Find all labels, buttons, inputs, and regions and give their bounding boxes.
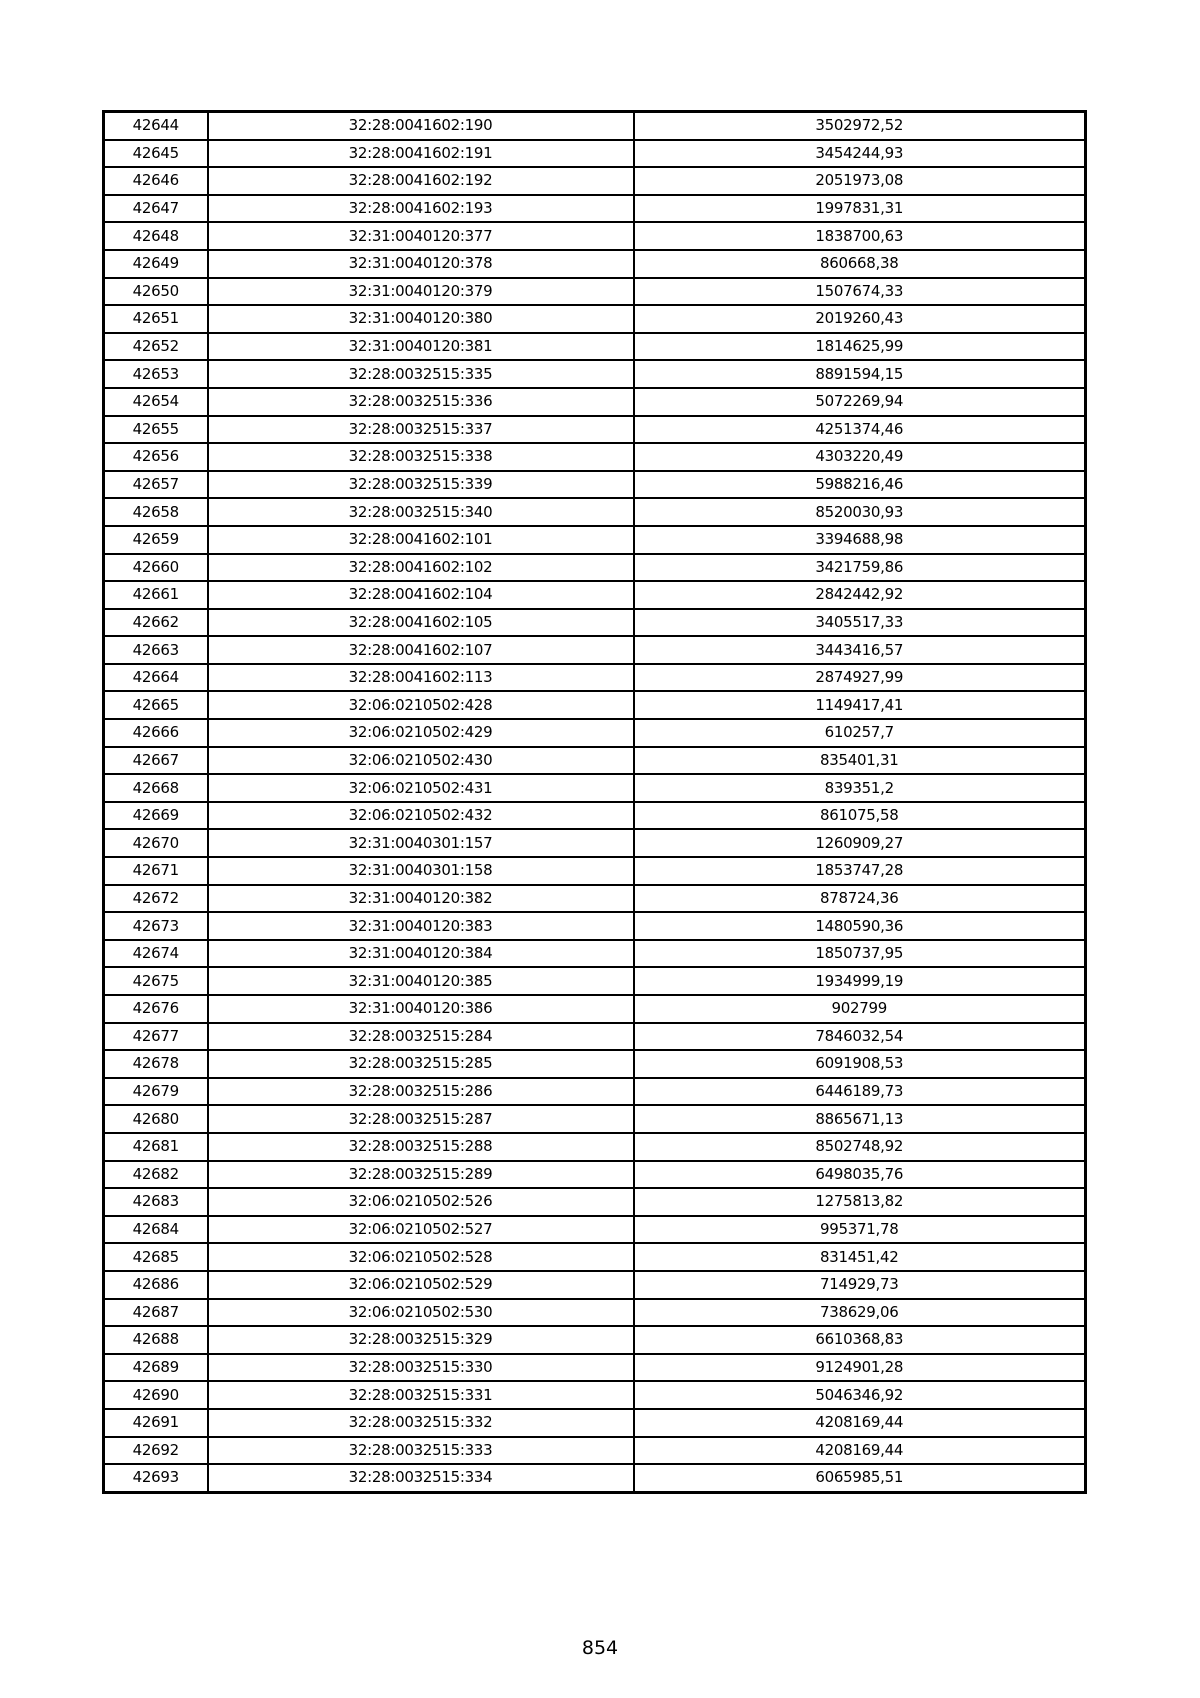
cadastral-number-cell: 32:28:0032515:287 xyxy=(208,1105,634,1133)
table-row xyxy=(104,471,1086,499)
row-number-cell: 42651 xyxy=(104,305,208,333)
row-number-cell: 42650 xyxy=(104,278,208,306)
row-number-cell: 42645 xyxy=(104,140,208,168)
table-row xyxy=(104,1216,1086,1244)
value-cell: 1850737,95 xyxy=(634,940,1086,968)
value-cell: 1853747,28 xyxy=(634,857,1086,885)
row-number-cell: 42664 xyxy=(104,664,208,692)
value-cell: 610257,7 xyxy=(634,719,1086,747)
row-number-cell: 42661 xyxy=(104,581,208,609)
table-row xyxy=(104,802,1086,830)
table-row xyxy=(104,443,1086,471)
value-cell: 6065985,51 xyxy=(634,1464,1086,1492)
table-row xyxy=(104,222,1086,250)
table-row xyxy=(104,664,1086,692)
cadastral-number-cell: 32:28:0041602:102 xyxy=(208,554,634,582)
value-cell: 861075,58 xyxy=(634,802,1086,830)
table-row xyxy=(104,885,1086,913)
value-cell: 835401,31 xyxy=(634,747,1086,775)
cadastral-number-cell: 32:06:0210502:527 xyxy=(208,1216,634,1244)
value-cell: 5046346,92 xyxy=(634,1381,1086,1409)
table-row xyxy=(104,1133,1086,1161)
value-cell: 1480590,36 xyxy=(634,912,1086,940)
row-number-cell: 42667 xyxy=(104,747,208,775)
row-number-cell: 42671 xyxy=(104,857,208,885)
table-row xyxy=(104,1437,1086,1465)
value-cell: 1814625,99 xyxy=(634,333,1086,361)
value-cell: 2874927,99 xyxy=(634,664,1086,692)
row-number-cell: 42689 xyxy=(104,1354,208,1382)
value-cell: 6446189,73 xyxy=(634,1078,1086,1106)
cadastral-number-cell: 32:06:0210502:431 xyxy=(208,774,634,802)
cadastral-number-cell: 32:28:0032515:288 xyxy=(208,1133,634,1161)
row-number-cell: 42662 xyxy=(104,609,208,637)
row-number-cell: 42672 xyxy=(104,885,208,913)
row-number-cell: 42655 xyxy=(104,416,208,444)
row-number-cell: 42683 xyxy=(104,1188,208,1216)
row-number-cell: 42649 xyxy=(104,250,208,278)
table-row xyxy=(104,498,1086,526)
table-row xyxy=(104,1326,1086,1354)
table-row xyxy=(104,416,1086,444)
cadastral-number-cell: 32:06:0210502:429 xyxy=(208,719,634,747)
table-row xyxy=(104,1105,1086,1133)
cadastral-number-cell: 32:06:0210502:526 xyxy=(208,1188,634,1216)
table-row xyxy=(104,526,1086,554)
row-number-cell: 42644 xyxy=(104,112,208,140)
table-row xyxy=(104,333,1086,361)
row-number-cell: 42657 xyxy=(104,471,208,499)
value-cell: 1997831,31 xyxy=(634,195,1086,223)
table-body xyxy=(104,112,1086,1493)
table-row xyxy=(104,195,1086,223)
cadastral-number-cell: 32:31:0040120:384 xyxy=(208,940,634,968)
row-number-cell: 42684 xyxy=(104,1216,208,1244)
value-cell: 1507674,33 xyxy=(634,278,1086,306)
row-number-cell: 42688 xyxy=(104,1326,208,1354)
row-number-cell: 42691 xyxy=(104,1409,208,1437)
value-cell: 3454244,93 xyxy=(634,140,1086,168)
value-cell: 1149417,41 xyxy=(634,691,1086,719)
table-row xyxy=(104,995,1086,1023)
row-number-cell: 42674 xyxy=(104,940,208,968)
row-number-cell: 42659 xyxy=(104,526,208,554)
cadastral-number-cell: 32:28:0041602:101 xyxy=(208,526,634,554)
cadastral-number-cell: 32:31:0040120:380 xyxy=(208,305,634,333)
cadastral-number-cell: 32:28:0032515:334 xyxy=(208,1464,634,1492)
row-number-cell: 42656 xyxy=(104,443,208,471)
row-number-cell: 42663 xyxy=(104,636,208,664)
value-cell: 7846032,54 xyxy=(634,1023,1086,1051)
cadastral-number-cell: 32:28:0041602:107 xyxy=(208,636,634,664)
table-row xyxy=(104,1050,1086,1078)
value-cell: 3405517,33 xyxy=(634,609,1086,637)
table-row xyxy=(104,112,1086,140)
cadastral-number-cell: 32:31:0040120:382 xyxy=(208,885,634,913)
row-number-cell: 42679 xyxy=(104,1078,208,1106)
cadastral-number-cell: 32:31:0040120:381 xyxy=(208,333,634,361)
value-cell: 1934999,19 xyxy=(634,967,1086,995)
value-cell: 995371,78 xyxy=(634,1216,1086,1244)
cadastral-number-cell: 32:28:0032515:331 xyxy=(208,1381,634,1409)
table-row xyxy=(104,857,1086,885)
value-cell: 4251374,46 xyxy=(634,416,1086,444)
cadastral-number-cell: 32:06:0210502:529 xyxy=(208,1271,634,1299)
value-cell: 2019260,43 xyxy=(634,305,1086,333)
table-row xyxy=(104,360,1086,388)
value-cell: 5988216,46 xyxy=(634,471,1086,499)
value-cell: 839351,2 xyxy=(634,774,1086,802)
cadastral-number-cell: 32:28:0032515:337 xyxy=(208,416,634,444)
cadastral-number-cell: 32:28:0041602:104 xyxy=(208,581,634,609)
row-number-cell: 42682 xyxy=(104,1161,208,1189)
row-number-cell: 42646 xyxy=(104,167,208,195)
table-row xyxy=(104,1188,1086,1216)
row-number-cell: 42687 xyxy=(104,1299,208,1327)
cadastral-number-cell: 32:06:0210502:428 xyxy=(208,691,634,719)
row-number-cell: 42678 xyxy=(104,1050,208,1078)
value-cell: 6610368,83 xyxy=(634,1326,1086,1354)
row-number-cell: 42673 xyxy=(104,912,208,940)
cadastral-number-cell: 32:31:0040120:385 xyxy=(208,967,634,995)
row-number-cell: 42686 xyxy=(104,1271,208,1299)
cadastral-number-cell: 32:28:0032515:284 xyxy=(208,1023,634,1051)
value-cell: 714929,73 xyxy=(634,1271,1086,1299)
table-row xyxy=(104,1078,1086,1106)
row-number-cell: 42652 xyxy=(104,333,208,361)
row-number-cell: 42680 xyxy=(104,1105,208,1133)
cadastral-number-cell: 32:31:0040301:157 xyxy=(208,829,634,857)
cadastral-number-cell: 32:28:0032515:335 xyxy=(208,360,634,388)
table-row xyxy=(104,940,1086,968)
row-number-cell: 42690 xyxy=(104,1381,208,1409)
table-row xyxy=(104,829,1086,857)
row-number-cell: 42666 xyxy=(104,719,208,747)
table-row xyxy=(104,609,1086,637)
cadastral-number-cell: 32:28:0041602:191 xyxy=(208,140,634,168)
value-cell: 2842442,92 xyxy=(634,581,1086,609)
table-row xyxy=(104,305,1086,333)
cadastral-number-cell: 32:28:0032515:285 xyxy=(208,1050,634,1078)
row-number-cell: 42681 xyxy=(104,1133,208,1161)
value-cell: 1838700,63 xyxy=(634,222,1086,250)
cadastral-number-cell: 32:28:0041602:105 xyxy=(208,609,634,637)
page-number: 854 xyxy=(581,1637,619,1659)
table-row xyxy=(104,1271,1086,1299)
cadastral-number-cell: 32:28:0032515:340 xyxy=(208,498,634,526)
cadastral-number-cell: 32:28:0032515:338 xyxy=(208,443,634,471)
row-number-cell: 42653 xyxy=(104,360,208,388)
row-number-cell: 42665 xyxy=(104,691,208,719)
table-row xyxy=(104,1023,1086,1051)
value-cell: 6498035,76 xyxy=(634,1161,1086,1189)
cadastral-number-cell: 32:31:0040301:158 xyxy=(208,857,634,885)
table-row xyxy=(104,967,1086,995)
value-cell: 4208169,44 xyxy=(634,1437,1086,1465)
cadastral-number-cell: 32:28:0041602:113 xyxy=(208,664,634,692)
table-row xyxy=(104,167,1086,195)
table-row xyxy=(104,636,1086,664)
value-cell: 902799 xyxy=(634,995,1086,1023)
table-row xyxy=(104,554,1086,582)
cadastral-number-cell: 32:06:0210502:528 xyxy=(208,1243,634,1271)
table-row xyxy=(104,1299,1086,1327)
cadastral-number-cell: 32:28:0032515:330 xyxy=(208,1354,634,1382)
value-cell: 4208169,44 xyxy=(634,1409,1086,1437)
row-number-cell: 42685 xyxy=(104,1243,208,1271)
table-row xyxy=(104,1243,1086,1271)
value-cell: 878724,36 xyxy=(634,885,1086,913)
table-row xyxy=(104,1464,1086,1492)
table-row xyxy=(104,1409,1086,1437)
table-row xyxy=(104,388,1086,416)
cadastral-number-cell: 32:28:0032515:332 xyxy=(208,1409,634,1437)
value-cell: 2051973,08 xyxy=(634,167,1086,195)
table-row xyxy=(104,912,1086,940)
cadastral-number-cell: 32:28:0041602:190 xyxy=(208,112,634,140)
row-number-cell: 42677 xyxy=(104,1023,208,1051)
cadastral-number-cell: 32:31:0040120:379 xyxy=(208,278,634,306)
cadastral-number-cell: 32:28:0032515:333 xyxy=(208,1437,634,1465)
cadastral-number-cell: 32:31:0040120:386 xyxy=(208,995,634,1023)
cadastral-number-cell: 32:28:0032515:336 xyxy=(208,388,634,416)
value-cell: 3502972,52 xyxy=(634,112,1086,140)
row-number-cell: 42675 xyxy=(104,967,208,995)
value-cell: 4303220,49 xyxy=(634,443,1086,471)
table-row xyxy=(104,719,1086,747)
cadastral-number-cell: 32:28:0041602:192 xyxy=(208,167,634,195)
value-cell: 831451,42 xyxy=(634,1243,1086,1271)
value-cell: 8520030,93 xyxy=(634,498,1086,526)
cadastral-number-cell: 32:06:0210502:430 xyxy=(208,747,634,775)
row-number-cell: 42676 xyxy=(104,995,208,1023)
table-row xyxy=(104,140,1086,168)
cadastral-number-cell: 32:06:0210502:530 xyxy=(208,1299,634,1327)
row-number-cell: 42692 xyxy=(104,1437,208,1465)
value-cell: 9124901,28 xyxy=(634,1354,1086,1382)
cadastral-number-cell: 32:28:0032515:286 xyxy=(208,1078,634,1106)
table-row xyxy=(104,1354,1086,1382)
value-cell: 3394688,98 xyxy=(634,526,1086,554)
table-row xyxy=(104,1381,1086,1409)
row-number-cell: 42669 xyxy=(104,802,208,830)
value-cell: 8891594,15 xyxy=(634,360,1086,388)
row-number-cell: 42668 xyxy=(104,774,208,802)
table-row xyxy=(104,691,1086,719)
row-number-cell: 42647 xyxy=(104,195,208,223)
cadastral-number-cell: 32:31:0040120:377 xyxy=(208,222,634,250)
row-number-cell: 42693 xyxy=(104,1464,208,1492)
value-cell: 3421759,86 xyxy=(634,554,1086,582)
cadastral-value-table xyxy=(102,110,1087,1494)
table-row xyxy=(104,278,1086,306)
table-row xyxy=(104,1161,1086,1189)
value-cell: 5072269,94 xyxy=(634,388,1086,416)
table-row xyxy=(104,747,1086,775)
value-cell: 1260909,27 xyxy=(634,829,1086,857)
cadastral-number-cell: 32:28:0032515:289 xyxy=(208,1161,634,1189)
value-cell: 3443416,57 xyxy=(634,636,1086,664)
row-number-cell: 42660 xyxy=(104,554,208,582)
table-row xyxy=(104,250,1086,278)
value-cell: 738629,06 xyxy=(634,1299,1086,1327)
row-number-cell: 42670 xyxy=(104,829,208,857)
cadastral-number-cell: 32:28:0032515:339 xyxy=(208,471,634,499)
table-row xyxy=(104,581,1086,609)
value-cell: 8502748,92 xyxy=(634,1133,1086,1161)
row-number-cell: 42648 xyxy=(104,222,208,250)
row-number-cell: 42658 xyxy=(104,498,208,526)
value-cell: 6091908,53 xyxy=(634,1050,1086,1078)
table-row xyxy=(104,774,1086,802)
cadastral-number-cell: 32:28:0032515:329 xyxy=(208,1326,634,1354)
cadastral-number-cell: 32:28:0041602:193 xyxy=(208,195,634,223)
cadastral-number-cell: 32:31:0040120:383 xyxy=(208,912,634,940)
cadastral-number-cell: 32:31:0040120:378 xyxy=(208,250,634,278)
row-number-cell: 42654 xyxy=(104,388,208,416)
cadastral-number-cell: 32:06:0210502:432 xyxy=(208,802,634,830)
value-cell: 860668,38 xyxy=(634,250,1086,278)
value-cell: 1275813,82 xyxy=(634,1188,1086,1216)
value-cell: 8865671,13 xyxy=(634,1105,1086,1133)
